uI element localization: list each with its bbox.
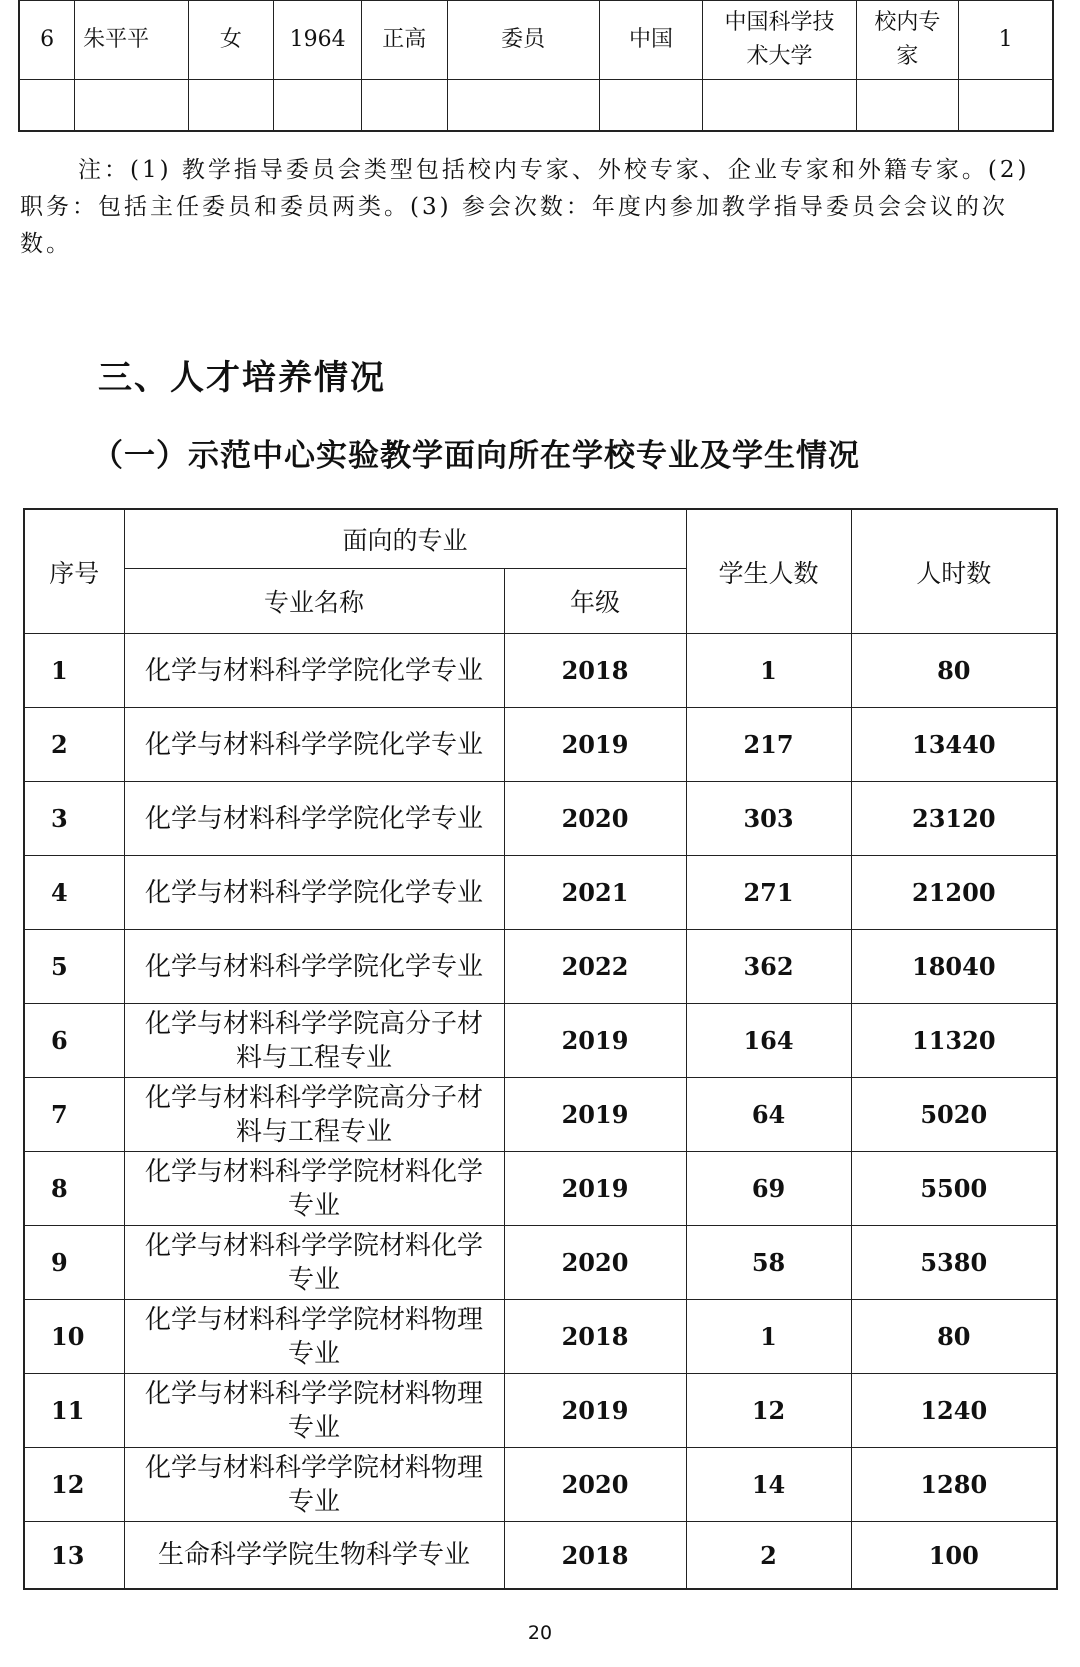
row-seq: 11 (24, 1374, 124, 1448)
committee-cell (856, 80, 959, 132)
committee-table-body (19, 1, 1053, 132)
students-table-body (24, 634, 1057, 1590)
committee-cell: 委员 (447, 1, 599, 80)
committee-cell: 1964 (274, 1, 362, 80)
table-row (24, 1152, 1057, 1226)
row-students: 362 (686, 930, 851, 1004)
row-major-name: 化学与材料科学学院材料化学专业 (124, 1152, 504, 1226)
committee-cell: 朱平平 (75, 1, 188, 80)
row-hours: 100 (851, 1522, 1057, 1590)
row-major-name: 化学与材料科学学院材料化学专业 (124, 1226, 504, 1300)
section-heading: 三、人才培养情况 (98, 358, 386, 398)
students-table-header (24, 509, 1057, 634)
row-hours: 13440 (851, 708, 1057, 782)
row-major-name: 化学与材料科学学院化学专业 (124, 782, 504, 856)
row-hours: 80 (851, 634, 1057, 708)
row-seq: 6 (24, 1004, 124, 1078)
committee-table (18, 0, 1054, 132)
row-hours: 23120 (851, 782, 1057, 856)
table-row (24, 1374, 1057, 1448)
row-major-name: 化学与材料科学学院化学专业 (124, 634, 504, 708)
row-seq: 3 (24, 782, 124, 856)
row-students: 69 (686, 1152, 851, 1226)
row-major-name: 化学与材料科学学院高分子材料与工程专业 (124, 1078, 504, 1152)
row-hours: 80 (851, 1300, 1057, 1374)
row-seq: 12 (24, 1448, 124, 1522)
header-major-group: 面向的专业 (124, 509, 686, 569)
row-students: 1 (686, 1300, 851, 1374)
row-hours: 21200 (851, 856, 1057, 930)
row-students: 164 (686, 1004, 851, 1078)
row-grade: 2019 (504, 1152, 686, 1226)
row-hours: 5020 (851, 1078, 1057, 1152)
committee-cell: 1 (959, 1, 1053, 80)
table-row (24, 708, 1057, 782)
row-students: 12 (686, 1374, 851, 1448)
row-students: 64 (686, 1078, 851, 1152)
row-hours: 18040 (851, 930, 1057, 1004)
committee-cell (75, 80, 188, 132)
committee-cell (274, 80, 362, 132)
page-number: 20 (527, 1622, 553, 1644)
row-seq: 4 (24, 856, 124, 930)
row-seq: 7 (24, 1078, 124, 1152)
students-table (23, 508, 1058, 1590)
row-grade: 2020 (504, 1448, 686, 1522)
table-row (24, 1226, 1057, 1300)
row-seq: 1 (24, 634, 124, 708)
row-seq: 5 (24, 930, 124, 1004)
row-students: 2 (686, 1522, 851, 1590)
committee-cell: 中国科学技术大学 (703, 1, 856, 80)
row-hours: 1240 (851, 1374, 1057, 1448)
row-hours: 11320 (851, 1004, 1057, 1078)
row-major-name: 化学与材料科学学院化学专业 (124, 930, 504, 1004)
committee-cell: 校内专家 (856, 1, 959, 80)
header-students: 学生人数 (686, 509, 851, 634)
table-row (24, 1078, 1057, 1152)
row-hours: 1280 (851, 1448, 1057, 1522)
committee-cell (362, 80, 448, 132)
row-major-name: 化学与材料科学学院化学专业 (124, 708, 504, 782)
row-grade: 2021 (504, 856, 686, 930)
row-grade: 2020 (504, 782, 686, 856)
row-grade: 2018 (504, 1300, 686, 1374)
row-major-name: 化学与材料科学学院材料物理专业 (124, 1374, 504, 1448)
table-row (24, 1004, 1057, 1078)
row-seq: 13 (24, 1522, 124, 1590)
row-grade: 2018 (504, 634, 686, 708)
row-major-name: 化学与材料科学学院高分子材料与工程专业 (124, 1004, 504, 1078)
committee-cell (19, 80, 75, 132)
table-row (24, 634, 1057, 708)
row-students: 14 (686, 1448, 851, 1522)
row-major-name: 化学与材料科学学院化学专业 (124, 856, 504, 930)
table-row (24, 930, 1057, 1004)
table-row (24, 856, 1057, 930)
row-hours: 5500 (851, 1152, 1057, 1226)
row-students: 1 (686, 634, 851, 708)
committee-cell: 正高 (362, 1, 448, 80)
row-hours: 5380 (851, 1226, 1057, 1300)
row-seq: 8 (24, 1152, 124, 1226)
committee-cell (703, 80, 856, 132)
sub-heading: （一）示范中心实验教学面向所在学校专业及学生情况 (92, 438, 860, 474)
committee-cell (447, 80, 599, 132)
row-seq: 10 (24, 1300, 124, 1374)
row-major-name: 化学与材料科学学院材料物理专业 (124, 1300, 504, 1374)
table-row (24, 1448, 1057, 1522)
header-seq: 序号 (24, 509, 124, 634)
row-major-name: 生命科学学院生物科学专业 (124, 1522, 504, 1590)
row-seq: 9 (24, 1226, 124, 1300)
row-students: 58 (686, 1226, 851, 1300)
committee-cell: 女 (188, 1, 274, 80)
row-grade: 2018 (504, 1522, 686, 1590)
row-grade: 2020 (504, 1226, 686, 1300)
row-students: 271 (686, 856, 851, 930)
committee-row (19, 1, 1053, 80)
committee-cell (599, 80, 703, 132)
row-seq: 2 (24, 708, 124, 782)
table-note: 注：(1) 教学指导委员会类型包括校内专家、外校专家、企业专家和外籍专家。(2) 职务：包括主任委员和委员两类。(3) 参会次数：年度内参加教学指导委员会会议的次数。 (20, 157, 1030, 257)
header-hours: 人时数 (851, 509, 1057, 634)
header-major-name: 专业名称 (124, 569, 504, 634)
row-major-name: 化学与材料科学学院材料物理专业 (124, 1448, 504, 1522)
row-students: 303 (686, 782, 851, 856)
row-students: 217 (686, 708, 851, 782)
row-grade: 2019 (504, 1078, 686, 1152)
committee-row (19, 80, 1053, 132)
table-row (24, 1522, 1057, 1590)
header-grade: 年级 (504, 569, 686, 634)
committee-cell: 中国 (599, 1, 703, 80)
row-grade: 2019 (504, 1004, 686, 1078)
committee-cell (188, 80, 274, 132)
row-grade: 2022 (504, 930, 686, 1004)
committee-cell (959, 80, 1053, 132)
table-row (24, 1300, 1057, 1374)
committee-cell: 6 (19, 1, 75, 80)
row-grade: 2019 (504, 1374, 686, 1448)
table-row (24, 782, 1057, 856)
row-grade: 2019 (504, 708, 686, 782)
